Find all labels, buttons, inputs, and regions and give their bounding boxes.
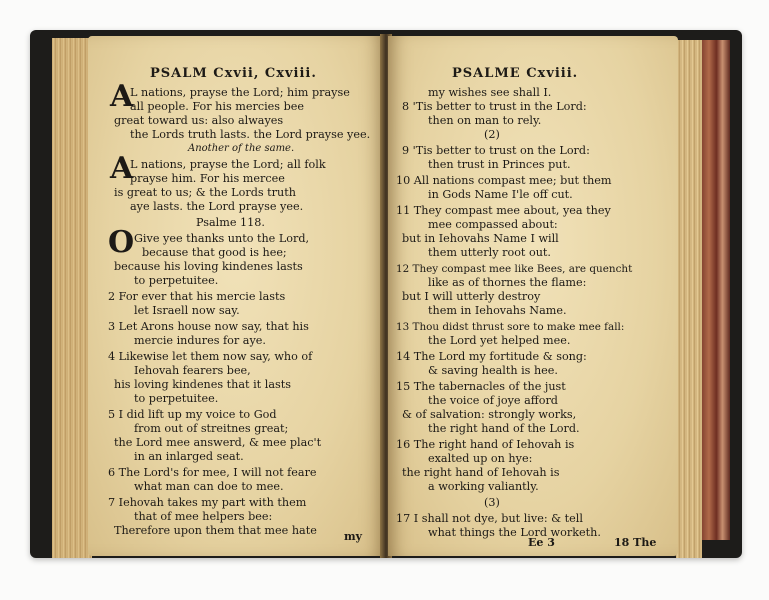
right-page-edges (676, 40, 702, 558)
psalm118-line: that of mee helpers bee: (134, 510, 273, 523)
right-line: mee compassed about: (428, 218, 558, 231)
psalm118-line: Therefore upon them that mee hate (114, 524, 317, 537)
psalm118-line: because his loving kindenes lasts (114, 260, 303, 273)
psalm118-line: 6 The Lord's for mee, I will not feare (108, 466, 317, 479)
right-line: 14 The Lord my fortitude & song: (396, 350, 587, 363)
right-page-header: PSALME Cxviii. (452, 66, 579, 81)
left-page (88, 36, 384, 556)
left-page-header: PSALM Cxvii, Cxviii. (150, 66, 317, 81)
psalm117-dropcap: A (110, 79, 134, 114)
psalm118-line: in an inlarged seat. (134, 450, 244, 463)
right-line: but I will utterly destroy (402, 290, 541, 303)
psalm118-line: his loving kindenes that it lasts (114, 378, 291, 391)
right-line: the voice of joye afford (428, 394, 558, 407)
psalm118-dropcap: O (108, 225, 135, 260)
right-line: what things the Lord worketh. (428, 526, 601, 539)
right-line: 12 They compast mee like Bees, are quencht (396, 263, 633, 275)
psalm118-line: let Israell now say. (134, 304, 240, 317)
psalm118-line: the Lord mee answerd, & mee plac't (114, 436, 322, 449)
right-catchword: 18 The (614, 536, 657, 549)
right-page (388, 36, 678, 556)
psalm117-line: L nations, prayse the Lord; him prayse (130, 86, 350, 99)
right-line: them utterly root out. (428, 246, 551, 259)
right-line: then on man to rely. (428, 114, 542, 127)
left-catchword: my (344, 530, 363, 543)
psalm117-line: great toward us: also alwayes (114, 114, 284, 127)
right-line: 17 I shall not dye, but live: & tell (396, 512, 583, 525)
right-line: then trust in Princes put. (428, 158, 571, 171)
right-line: 8 'Tis better to trust in the Lord: (402, 100, 587, 113)
psalm118-line: Give yee thanks unto the Lord, (134, 232, 310, 245)
signature-mark: Ee 3 (528, 536, 555, 549)
psalm118-line: mercie indures for aye. (134, 334, 266, 347)
right-line: them in Iehovahs Name. (428, 304, 567, 317)
right-line: (3) (484, 496, 500, 509)
another-line: is great to us; & the Lords truth (114, 186, 296, 199)
psalm118-line: from out of streitnes great; (134, 422, 289, 435)
psalm118-line: 3 Let Arons house now say, that his (108, 320, 309, 333)
another-line: prayse him. For his mercee (130, 172, 285, 185)
psalm117-line: the Lords truth lasts. the Lord prayse yee. (130, 128, 371, 141)
right-line: 11 They compast mee about, yea they (396, 204, 611, 217)
psalm118-line: Iehovah fearers bee, (134, 364, 251, 377)
psalm118-line: to perpetuitee. (134, 274, 219, 287)
right-line: 16 The right hand of Iehovah is (396, 438, 575, 451)
right-line: 13 Thou didst thrust sore to make mee fall: (396, 321, 625, 333)
psalm118-heading: Psalme 118. (196, 216, 265, 229)
psalm118-line: 7 Iehovah takes my part with them (108, 496, 307, 509)
right-line: in Gods Name I'le off cut. (428, 188, 573, 201)
right-line: but in Iehovahs Name I will (402, 232, 559, 245)
psalm118-line: 5 I did lift up my voice to God (108, 408, 277, 421)
another-heading: Another of the same. (188, 143, 295, 154)
right-line: & of salvation: strongly works, (402, 408, 577, 421)
another-dropcap: A (110, 151, 134, 186)
right-line: my wishes see shall I. (428, 86, 552, 99)
right-line: the right hand of Iehovah is (402, 466, 560, 479)
right-line: like as of thornes the flame: (428, 276, 587, 289)
another-line: L nations, prayse the Lord; all folk (130, 158, 326, 171)
right-line: 9 'Tis better to trust on the Lord: (402, 144, 590, 157)
psalm118-line: what man can doe to mee. (134, 480, 284, 493)
right-line: (2) (484, 128, 500, 141)
marbled-edge (700, 40, 730, 540)
right-line: 10 All nations compast mee; but them (396, 174, 612, 187)
psalm118-line: 4 Likewise let them now say, who of (108, 350, 313, 363)
left-page-edges (52, 38, 92, 558)
right-line: 15 The tabernacles of the just (396, 380, 566, 393)
right-line: the Lord yet helped mee. (428, 334, 571, 347)
right-line: & saving health is hee. (428, 364, 558, 377)
right-line: a working valiantly. (428, 480, 539, 493)
psalm118-line: because that good is hee; (142, 246, 287, 259)
psalm118-line: to perpetuitee. (134, 392, 219, 405)
psalm117-line: all people. For his mercies bee (130, 100, 304, 113)
another-line: aye lasts. the Lord prayse yee. (130, 200, 304, 213)
right-line: the right hand of the Lord. (428, 422, 580, 435)
psalm118-line: 2 For ever that his mercie lasts (108, 290, 286, 303)
right-line: exalted up on hye: (428, 452, 533, 465)
